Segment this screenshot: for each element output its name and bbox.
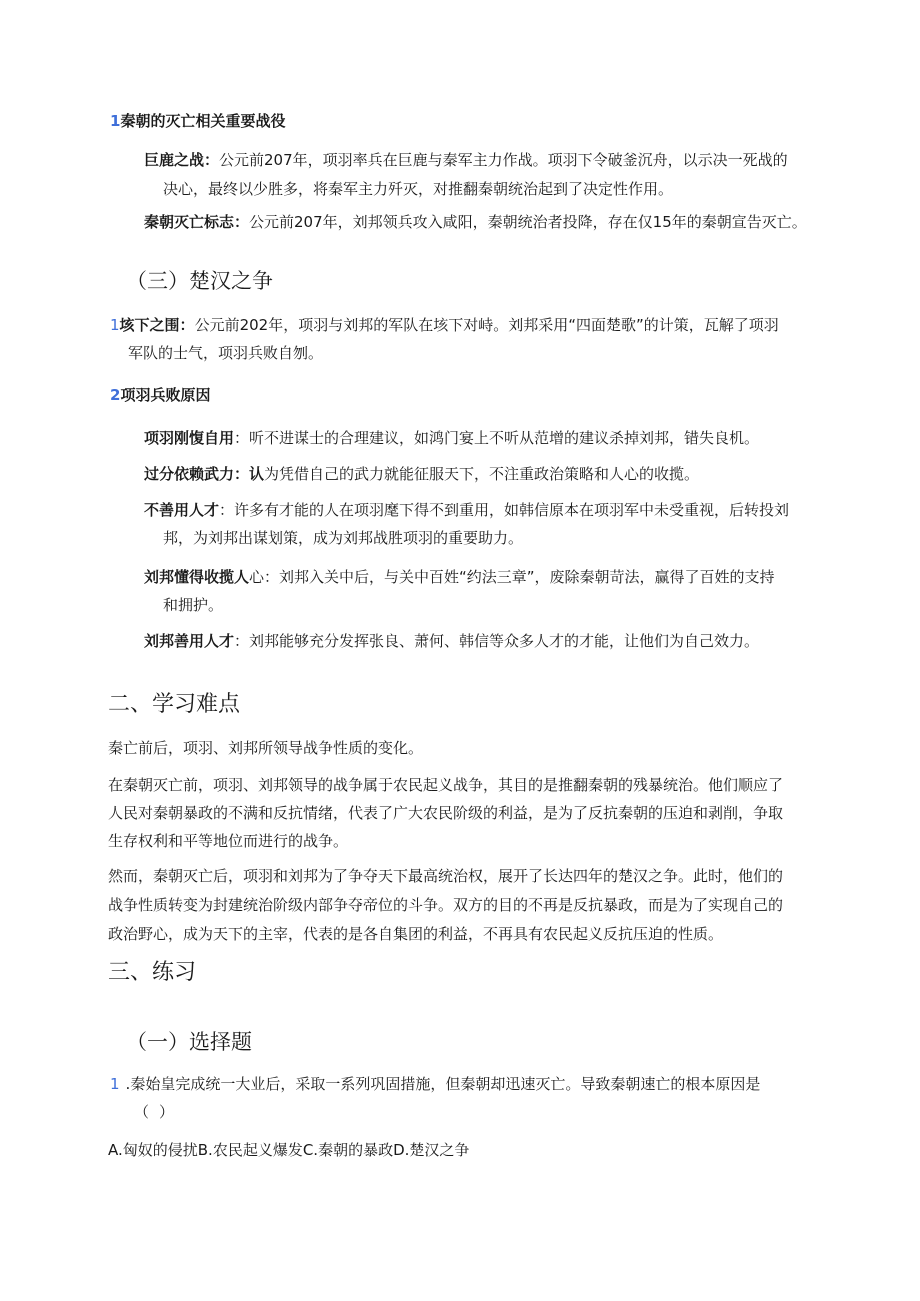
paragraph-after-fall-line2: 战争性质转变为封建统治阶级内部争夺帝位的斗争。双方的目的不再是反抗暴政，而是为了实现自己的 [108, 896, 784, 914]
term-label: 不善用人才 [144, 501, 220, 519]
heading-chu-han: （三）楚汉之争 [126, 269, 273, 293]
term-label: 过分依赖武力：认 [144, 465, 265, 483]
paragraph-gaixia-cont [128, 339, 323, 367]
paragraph-text: ：刘邦能够充分发挥张良、萧何、韩信等众多人才的才能，让他们为自己效力。 [234, 632, 760, 650]
paragraph-julu-cont [163, 175, 673, 203]
question-options: A.匈奴的侵扰B.农民起义爆发C.秦朝的暴政D.楚汉之争 [108, 1141, 470, 1159]
answer-parentheses: （） [134, 1103, 185, 1121]
reason-talent-cont [163, 524, 523, 552]
heading-multiple-choice: （一）选择题 [126, 1030, 252, 1054]
list-number: 1 [110, 112, 121, 130]
term-label: 刘邦懂得收揽人 [144, 568, 250, 586]
term-label: 刘邦善用人才 [144, 632, 235, 650]
term-label: 垓下之围： [119, 316, 195, 334]
paragraph-after-fall-line3: 政治野心，成为天下的主宰，代表的是各自集团的利益，不再具有农民起义反抗压迫的性质。 [108, 925, 724, 943]
paragraph-before-fall-line2: 人民对秦朝暴政的不满和反抗情绪，代表了广大农民阶级的利益，是为了反抗秦朝的压迫和剥削，争取 [108, 804, 784, 822]
question-number: 1 [110, 1075, 120, 1093]
section-heading-qin-fall [110, 107, 285, 135]
paragraph-text: 为凭借自己的武力就能征服天下，不注重政治策略和人心的收揽。 [264, 465, 700, 483]
paragraph-text: 公元前207年，刘邦领兵攻入咸阳，秦朝统治者投降，存在仅15年的秦朝宣告灭亡。 [249, 213, 807, 231]
section-title: 项羽兵败原因 [120, 386, 211, 404]
reason-talent [144, 496, 789, 524]
paragraph-text: 公元前202年，项羽与刘邦的军队在垓下对峙。刘邦采用“四面楚歌”的计策，瓦解了项羽 [194, 316, 779, 334]
paragraph-before-fall-line3: 生存权利和平等地位而进行的战争。 [108, 832, 349, 850]
paragraph-text: 决心，最终以少胜多，将秦军主力歼灭，对推翻秦朝统治起到了决定性作用。 [163, 180, 674, 198]
paragraph-text: 军队的士气，项羽兵败自刎。 [128, 344, 324, 362]
reason-stubborn [144, 424, 759, 452]
section-heading-defeat-reasons [110, 381, 210, 409]
section-title: 秦朝的灭亡相关重要战役 [120, 112, 286, 130]
reason-liubang-talent [144, 627, 759, 655]
paragraph-qin-fall-mark [144, 208, 807, 236]
reason-liubang-hearts-cont [163, 591, 223, 619]
heading-difficulties: 二、学习难点 [108, 692, 241, 717]
paragraph-after-fall-line1: 然而，秦朝灭亡后，项羽和刘邦为了争夺天下最高统治权，展开了长达四年的楚汉之争。此时，他们的 [108, 867, 784, 885]
reason-liubang-hearts [144, 563, 775, 591]
question-text: .秦始皇完成统一大业后，采取一系列巩固措施，但秦朝却迅速灭亡。导致秦朝速亡的根本原因是 [125, 1075, 761, 1093]
paragraph-text: 和拥护。 [163, 596, 224, 614]
heading-exercises: 三、练习 [108, 960, 197, 985]
paragraph-text: ：许多有才能的人在项羽麾下得不到重用，如韩信原本在项羽军中未受重视，后转投刘 [219, 501, 790, 519]
paragraph-difficulty-intro: 秦亡前后，项羽、刘邦所领导战争性质的变化。 [108, 739, 424, 757]
paragraph-text: 公元前207年，项羽率兵在巨鹿与秦军主力作战。项羽下令破釜沉舟，以示决一死战的 [219, 151, 788, 169]
paragraph-text: 邦，为刘邦出谋划策，成为刘邦战胜项羽的重要助力。 [163, 529, 524, 547]
paragraph-text: ：听不进谋士的合理建议，如鸿门宴上不听从范增的建议杀掉刘邦，错失良机。 [234, 429, 760, 447]
term-label: 巨鹿之战： [144, 151, 220, 169]
term-label: 秦朝灭亡标志： [144, 213, 250, 231]
paragraph-before-fall-line1: 在秦朝灭亡前，项羽、刘邦领导的战争属于农民起义战争，其目的是推翻秦朝的残暴统治。他们顺应了 [108, 776, 784, 794]
reason-force [144, 460, 699, 488]
question-1 [110, 1070, 760, 1098]
paragraph-text: 心：刘邦入关中后，与关中百姓“约法三章”，废除秦朝苛法，赢得了百姓的支持 [249, 568, 775, 586]
paragraph-julu [144, 146, 788, 174]
term-label: 项羽刚愎自用 [144, 429, 235, 447]
paragraph-gaixia [110, 311, 779, 339]
list-number: 2 [110, 386, 121, 404]
list-number: 1 [110, 316, 120, 334]
